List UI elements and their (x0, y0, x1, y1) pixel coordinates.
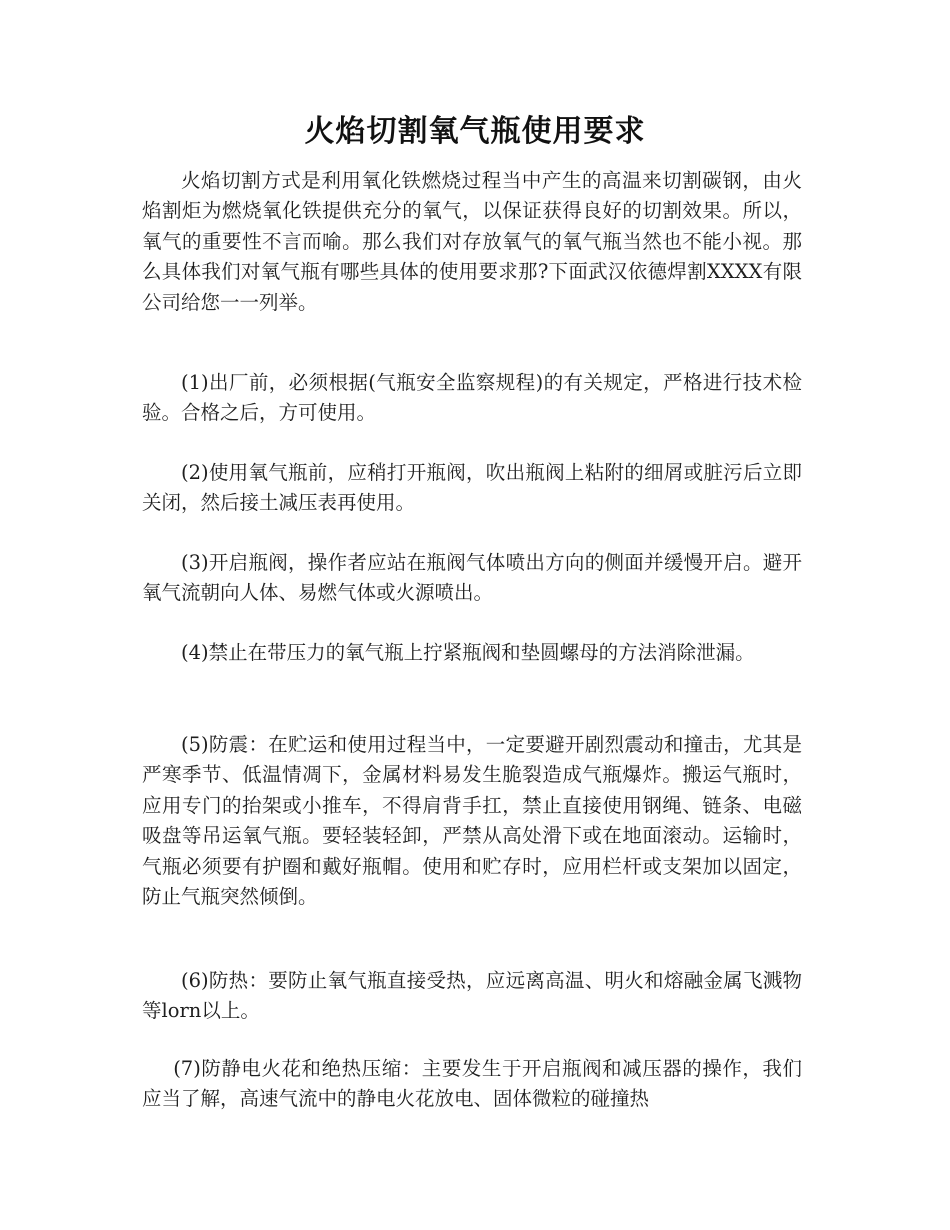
requirement-item-3: (3)开启瓶阀，操作者应站在瓶阀气体喷出方向的侧面并缓慢开启。避开氧气流朝向人体、易燃气体或火源喷出。 (142, 551, 802, 605)
requirement-item-1-block (142, 368, 802, 429)
intro-paragraph: 火焰切割方式是利用氧化铁燃烧过程当中产生的高温来切割碳钢，由火焰割炬为燃烧氧化铁提供充分的氧气，以保证获得良好的切割效果。所以，氧气的重要性不言而喻。那么我们对存放氧气的氧气瓶当然也不能小视。那么具体我们对氧气瓶有哪些具体的使用要求那?下面武汉依德焊割XXXX有限公司给您一一列举。 (142, 169, 802, 314)
requirement-item-5: (5)防震：在贮运和使用过程当中，一定要避开剧烈震动和撞击，尤其是严寒季节、低温情凋下，金属材料易发生脆裂造成气瓶爆炸。搬运气瓶时，应用专门的抬架或小推车，不得肩背手扛，禁止直接使用钢绳、链条、电磁吸盘等吊运氧气瓶。要轻装轻卸，严禁从高处滑下或在地面滚动。运输时，气瓶必须要有护圈和戴好瓶帽。使用和贮存时，应用栏杆或支架加以固定，防止气瓶突然倾倒。 (142, 733, 802, 909)
requirement-item-4-block (142, 638, 802, 668)
requirement-item-6: (6)防热：要防止氧气瓶直接受热，应远离高温、明火和熔融金属飞溅物等lorn以上。 (142, 969, 802, 1023)
requirement-item-4: (4)禁止在带压力的氧气瓶上拧紧瓶阀和垫圆螺母的方法消除泄漏。 (181, 641, 755, 664)
requirement-item-6-block (142, 966, 802, 1027)
requirement-item-7-block (142, 1054, 802, 1115)
document-title: 火焰切割氧气瓶使用要求 (304, 114, 646, 149)
requirement-item-5-block (142, 730, 802, 912)
intro-paragraph-block (142, 166, 802, 318)
requirement-item-7: (7)防静电火花和绝热压缩：主要发生于开启瓶阀和减压器的操作，我们应当了解，高速气流中的静电火花放电、固体微粒的碰撞热 (142, 1057, 802, 1111)
requirement-item-1: (1)出厂前，必须根据(气瓶安全监察规程)的有关规定，严格进行技术检验。合格之后，方可使用。 (142, 371, 802, 425)
requirement-item-2-block (142, 458, 802, 519)
requirement-item-2: (2)使用氧气瓶前，应稍打开瓶阀，吹出瓶阀上粘附的细屑或脏污后立即关闭，然后接土减压表再使用。 (142, 461, 802, 515)
requirement-item-3-block (142, 548, 802, 609)
